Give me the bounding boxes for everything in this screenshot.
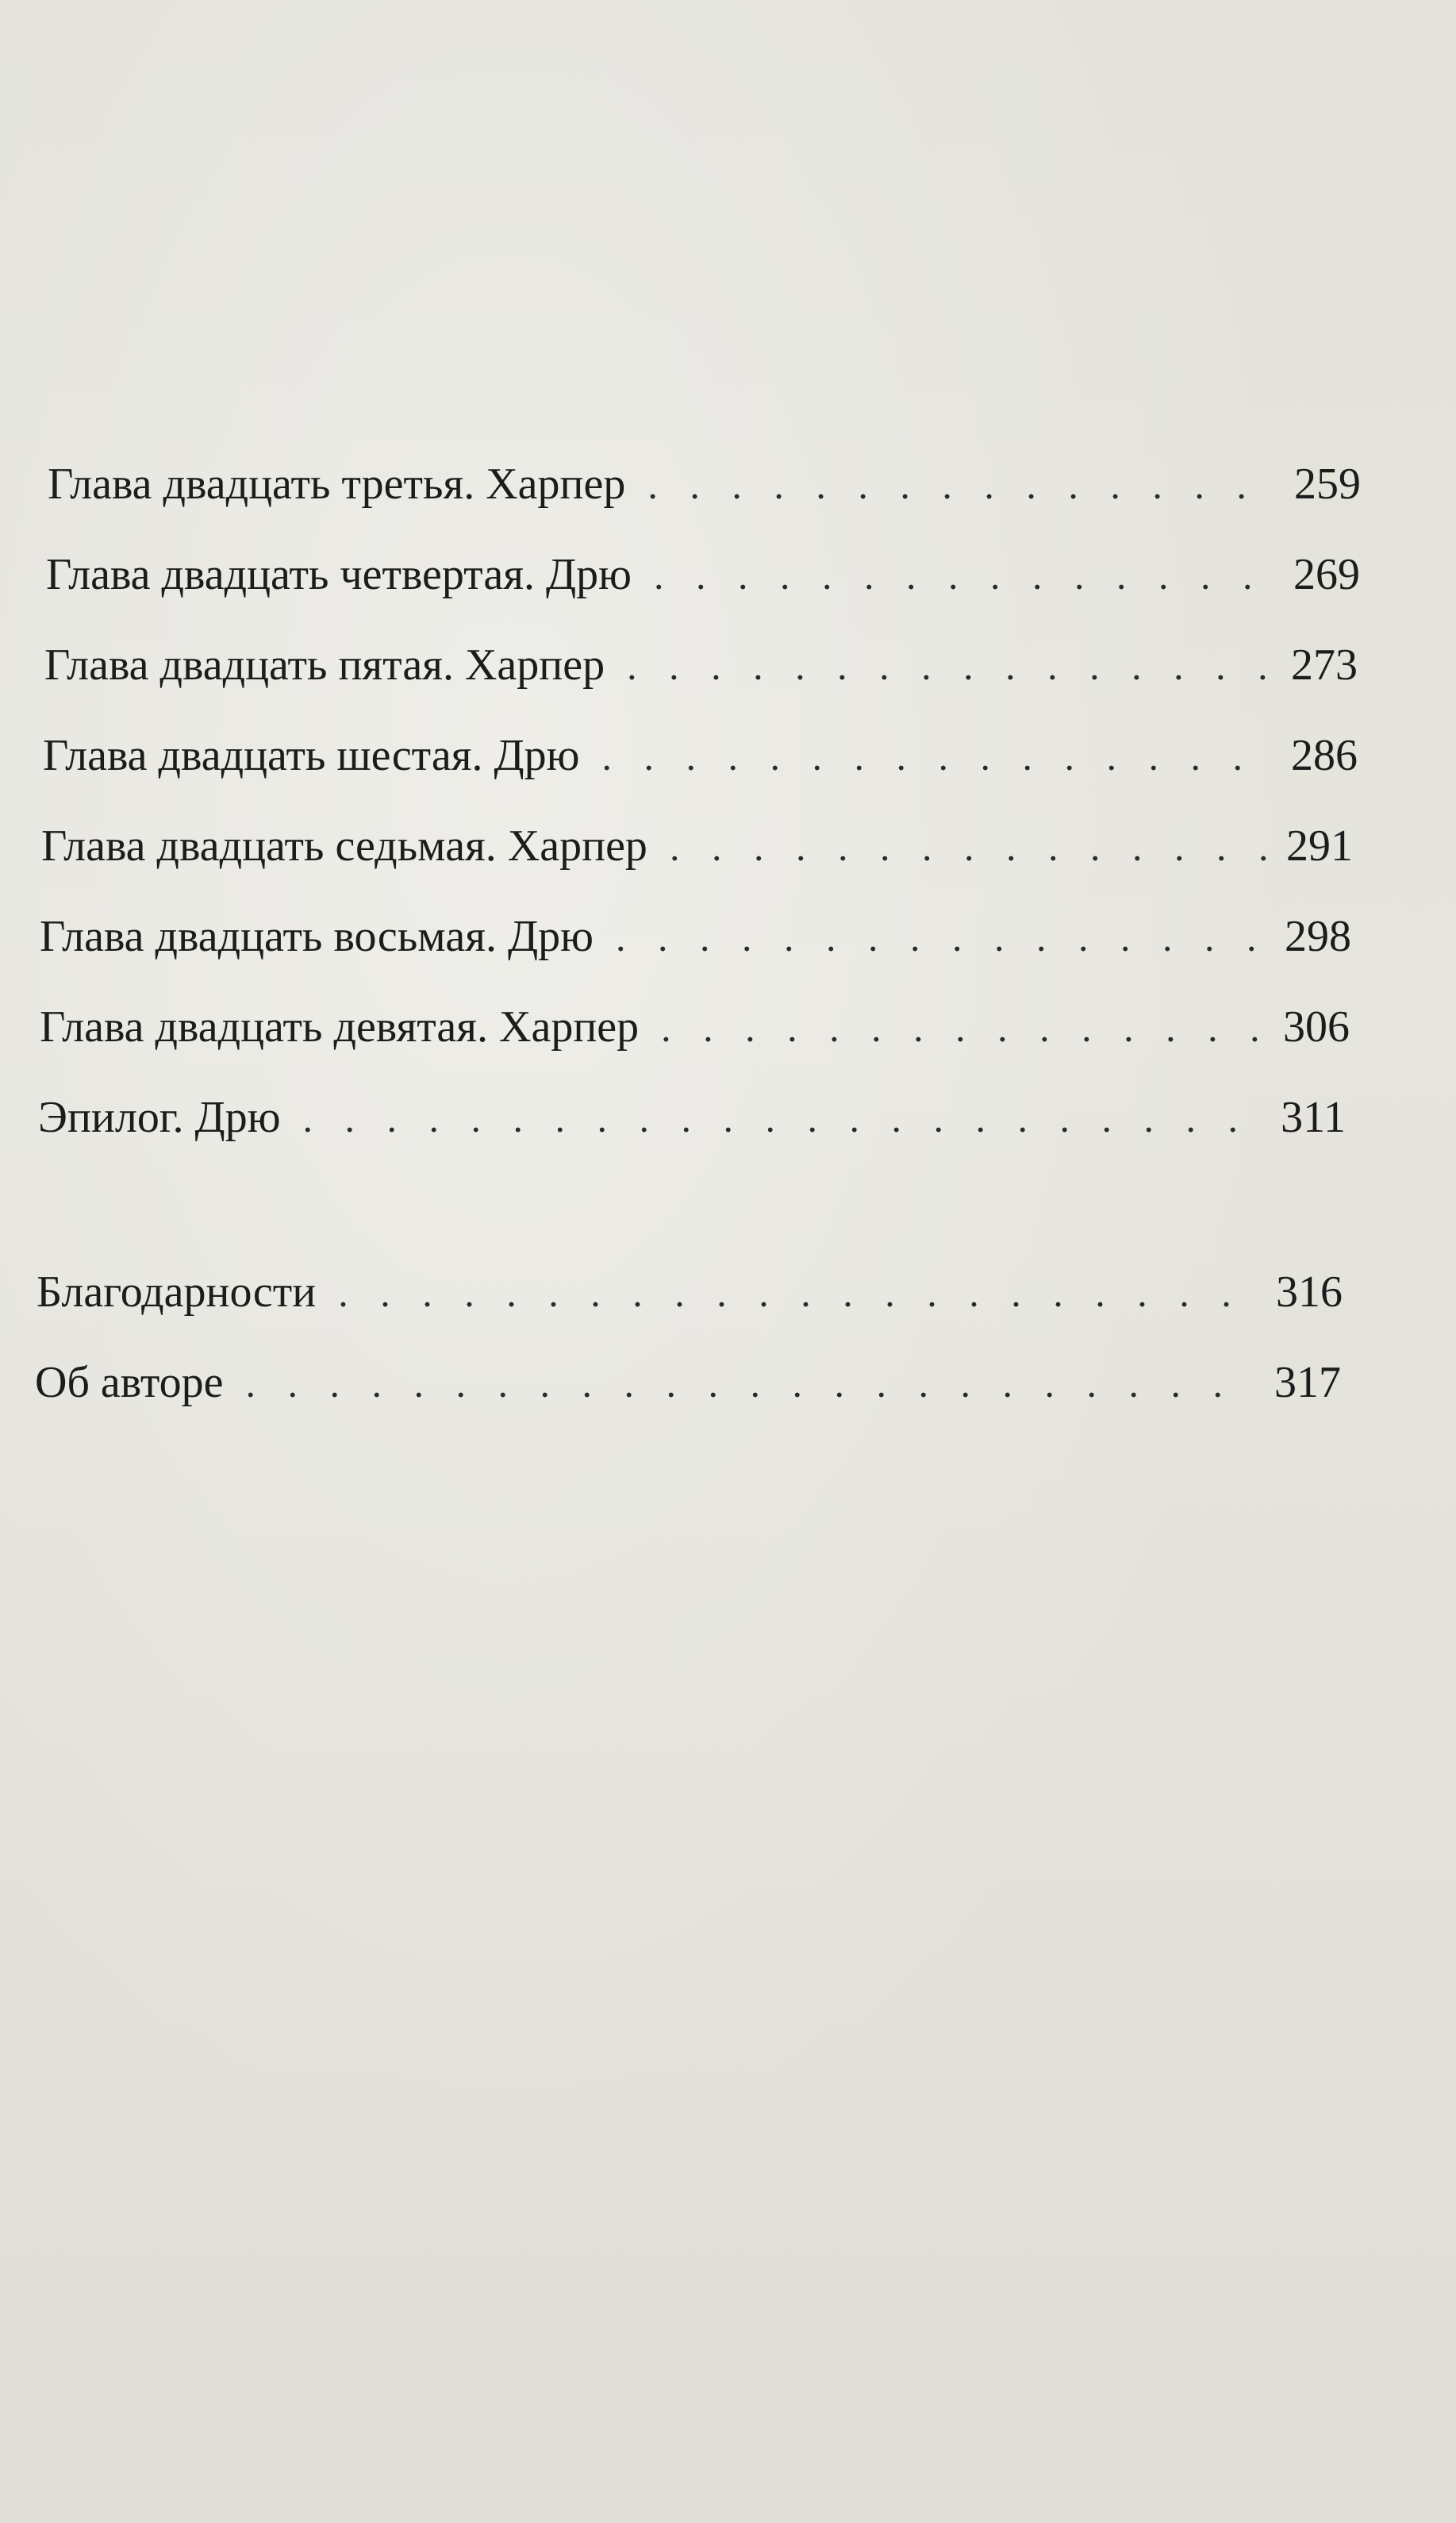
toc-entry-title: Глава двадцать третья. Харпер [48, 460, 626, 509]
toc-entry [48, 460, 1361, 509]
toc-leader-dots [647, 465, 1275, 505]
toc-leader-dots [338, 1273, 1257, 1313]
toc-entry-page: 316 [1276, 1267, 1343, 1317]
toc-entry [44, 640, 1358, 690]
toc-entry-title: Глава двадцать восьмая. Дрю [40, 912, 594, 961]
toc-entry [46, 552, 1360, 597]
toc-entry-title: Глава двадцать пятая. Харпер [44, 640, 605, 690]
toc-entry-page: 298 [1285, 912, 1351, 961]
toc-entry [43, 733, 1358, 778]
toc-entry [35, 1360, 1341, 1405]
toc-entry-page: 259 [1294, 460, 1361, 509]
toc-entry-title: Глава двадцать шестая. Дрю [43, 731, 580, 780]
toc-entry-page: 291 [1286, 821, 1353, 871]
toc-entry-title: Глава двадцать седьмая. Харпер [41, 821, 647, 871]
toc-leader-dots [661, 1008, 1264, 1048]
toc-entry-page: 317 [1274, 1358, 1341, 1407]
toc-entry [40, 914, 1351, 959]
toc-leader-dots [627, 646, 1272, 686]
toc-leader-dots [654, 556, 1274, 595]
toc-entry-title: Эпилог. Дрю [38, 1093, 281, 1142]
toc-leader-dots [670, 827, 1267, 867]
toc-entry [40, 1002, 1350, 1052]
toc-entry-title: Об авторе [35, 1358, 224, 1407]
toc-entry-page: 286 [1291, 731, 1358, 780]
toc-leader-dots [245, 1363, 1255, 1403]
toc-entry [41, 821, 1353, 871]
toc-entry [36, 1267, 1343, 1317]
toc-entry-page: 269 [1293, 550, 1360, 599]
toc-entry-title: Глава двадцать девятая. Харпер [40, 1002, 640, 1052]
toc-leader-dots [616, 917, 1266, 957]
toc-entry [38, 1095, 1346, 1140]
toc-entry-title: Благодарности [36, 1267, 317, 1317]
toc-leader-dots [303, 1098, 1262, 1138]
toc-leader-dots [601, 737, 1272, 776]
toc-entry-page: 273 [1291, 640, 1358, 690]
toc-entry-page: 306 [1283, 1002, 1350, 1052]
toc-entry-title: Глава двадцать четвертая. Дрю [46, 550, 632, 599]
toc-entry-page: 311 [1281, 1093, 1346, 1142]
